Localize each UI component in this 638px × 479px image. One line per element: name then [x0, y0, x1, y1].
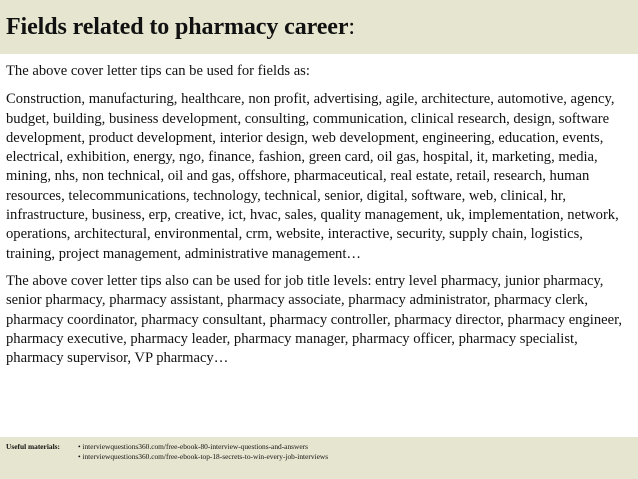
slide-title: Fields related to pharmacy career	[6, 14, 349, 40]
footer-label-spacer	[6, 452, 78, 462]
job-levels-paragraph: The above cover letter tips also can be used for job title levels: entry level pharmacy, junior pharmacy, senior pharmacy, pharmacy assistant, pharmacy associate, pharmacy administrator, pharmacy clerk, pharmacy coordinator, pharmacy consultant, pharmacy controller, pharmacy director, pharmacy engineer, pharmacy executive, pharmacy leader, pharmacy manager, pharmacy officer, pharmacy specialist, pharmacy supervisor, VP pharmacy…	[6, 272, 623, 367]
footer-label: Useful materials:	[6, 442, 60, 451]
footer-row-2	[6, 452, 638, 462]
footer-row-1	[6, 442, 638, 452]
footer	[0, 437, 638, 479]
fields-paragraph: Construction, manufacturing, healthcare, non profit, advertising, agile, architecture, automotive, agency, budget, building, business development, consulting, communication, clinical research, design, software development, product development, interior design, web development, engineering, education, events, electrical, exhibition, energy, ngo, finance, fashion, green card, oil gas, hospital, it, marketing, media, mining, nhs, non technical, oil and gas, offshore, pharmaceutical, real estate, retail, research, human resources, telecommunications, technology, technical, senior, digital, software, web, clinical, hr, infrastructure, business, erp, creative, ict, hvac, sales, quality management, uk, implementation, network, operations, architectural, environmental, crm, website, interactive, security, supply chain, logistics, training, project management, administrative management…	[6, 91, 619, 262]
slide-title-colon: :	[348, 14, 356, 40]
title-bar	[0, 0, 638, 54]
footer-link-ebook-80-questions[interactable]: • interviewquestions360.com/free-ebook-80-interview-questions-and-answers	[78, 442, 308, 451]
slide-content	[6, 62, 634, 368]
footer-link-ebook-18-secrets[interactable]: • interviewquestions360.com/free-ebook-top-18-secrets-to-win-every-job-interviews	[78, 452, 329, 461]
intro-paragraph: The above cover letter tips can be used for fields as:	[6, 63, 310, 79]
